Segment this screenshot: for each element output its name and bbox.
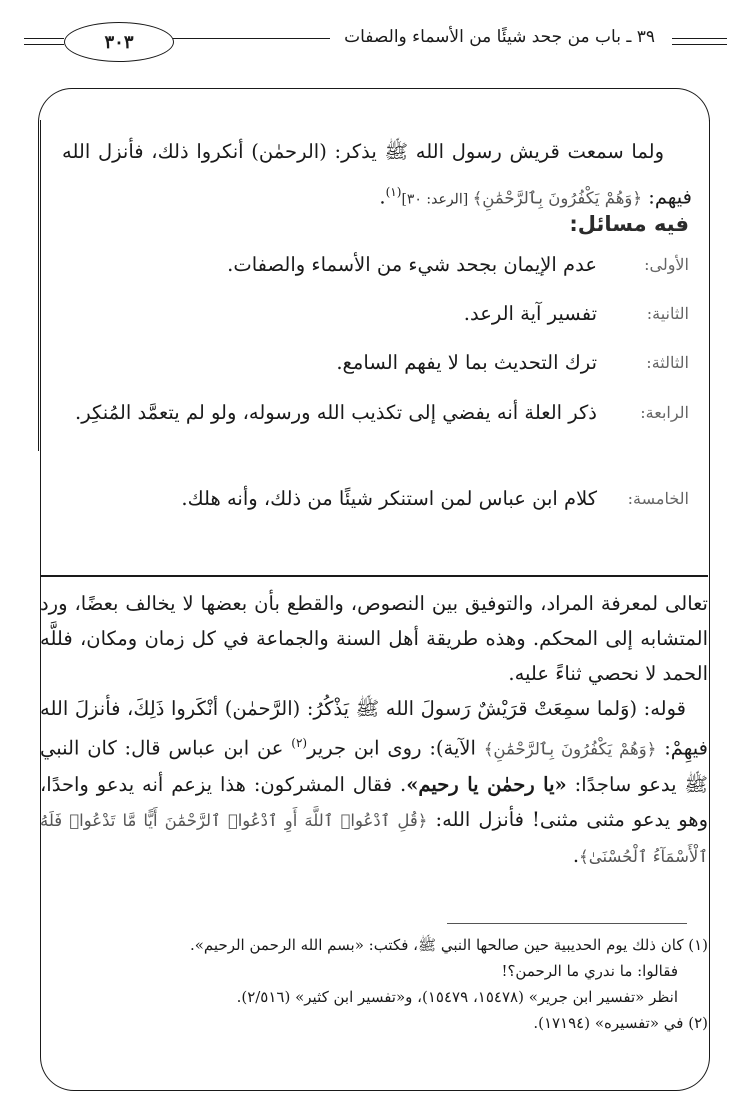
footnote-2: (٢) في «تفسيره» (١٧١٩٤).	[533, 1014, 708, 1032]
issue-item	[59, 346, 689, 380]
commentary-end: .	[572, 843, 580, 867]
issue-text: ذكر العلة أنه يفضي إلى تكذيب الله ورسوله، ولو لم يتعمَّد المُنكِر.	[75, 401, 597, 424]
issue-text: تفسير آية الرعد.	[463, 302, 597, 325]
header-rule-mid	[172, 38, 330, 39]
quran-verse: ﴿وَهُمْ يَكْفُرُونَ بِٱلرَّحْمَٰنِ﴾	[483, 739, 657, 759]
issues-heading: فيه مسائل:	[569, 212, 689, 236]
commentary-text: عن ابن عباس قال: كان النبي ﷺ يدعو ساجدًا:	[40, 736, 708, 796]
header-rule-left	[24, 38, 64, 39]
header-rule-left-thin	[24, 44, 64, 45]
commentary-text: . فقال المشركون: هذا يزعم أنه يدعو واحدًا، وهو يدعو مثنى مثنى! فأنزل الله:	[40, 772, 708, 831]
footnote-1-cont: فقالوا: ما ندري ما الرحمن؟!	[501, 962, 678, 980]
header-rule-right	[672, 38, 727, 39]
issue-item	[59, 297, 689, 331]
issue-label: الخامسة:	[627, 489, 689, 508]
intro-paragraph	[62, 132, 692, 220]
footnote-marker: (٢)	[291, 736, 308, 750]
page-number: ٣٠٣	[64, 22, 174, 62]
issue-text: كلام ابن عباس لمن استنكر شيئًا من ذلك، وأنه هلك.	[181, 487, 597, 510]
footnote-1-ref: انظر «تفسير ابن جرير» (١٥٤٧٨، ١٥٤٧٩)، و«تفسير ابن كثير» (٢/٥١٦).	[236, 988, 678, 1006]
footnotes	[40, 932, 708, 1036]
commentary-paragraph-2	[40, 691, 708, 874]
footnote-separator	[447, 923, 687, 924]
commentary-body	[40, 586, 708, 874]
commentary-text: الآية): روى ابن جرير	[307, 736, 484, 760]
running-title: ٣٩ ـ باب من جحد شيئًا من الأسماء والصفات	[344, 27, 655, 47]
issue-item	[59, 248, 689, 282]
intro-text: ولما سمعت قريش رسول الله ﷺ يذكر: (الرحمٰن) أنكروا ذلك، فأنزل الله فيهم:	[62, 140, 692, 209]
header-rule-right-thin	[672, 44, 727, 45]
intro-end: .	[379, 185, 386, 209]
dua-quote: «يا رحمٰن يا رحيم»	[406, 772, 567, 796]
issue-text: ترك التحديث بما لا يفهم السامع.	[336, 351, 597, 374]
verse-reference: [الرعد: ٣٠]	[401, 191, 473, 208]
issue-label: الرابعة:	[640, 403, 689, 422]
footnote-1: (١) كان ذلك يوم الحديبية حين صالحها النبي ﷺ، فكتب: «بسم الله الرحمن الرحيم».	[189, 936, 708, 954]
section-divider	[40, 575, 708, 577]
issue-label: الثانية:	[646, 304, 689, 323]
issue-text: عدم الإيمان بجحد شيء من الأسماء والصفات.	[227, 253, 597, 276]
commentary-text: قوله: (وَلما سمِعَتْ قرَيْشٌ رَسولَ الله ﷺ يَذْكُرُ: (الرَّحمٰن) أنْكَروا ذَلِكَ، فأنزلَ الله فيهِمْ:	[40, 697, 708, 760]
issue-item	[59, 482, 689, 516]
issue-item	[59, 396, 689, 430]
quran-verse: ﴿قُلِ ٱدْعُوا۟ ٱللَّهَ أَوِ ٱدْعُوا۟ ٱلرَّحْمَٰنَ أَيًّا مَّا تَدْعُوا۟ فَلَهُ ٱلْأَسْمَآءُ ٱلْحُسْنَىٰ﴾	[40, 810, 708, 866]
issue-label: الثالثة:	[646, 353, 689, 372]
issue-label: الأولى:	[644, 255, 689, 274]
commentary-paragraph-1: تعالى لمعرفة المراد، والتوفيق بين النصوص، والقطع بأن بعضها لا يخالف بعضًا، ورد المتشابه إلى المحكم. وهذه طريقة أهل السنة والجماعة في كل زمان ومكان، فللَّه الحمد لا نحصي ثناءً عليه.	[40, 592, 708, 685]
quran-verse: ﴿وَهُمْ يَكْفُرُونَ بِٱلرَّحْمَٰنِ﴾	[472, 188, 643, 208]
footnote-marker: (١)	[385, 185, 402, 199]
page-header	[0, 0, 751, 70]
